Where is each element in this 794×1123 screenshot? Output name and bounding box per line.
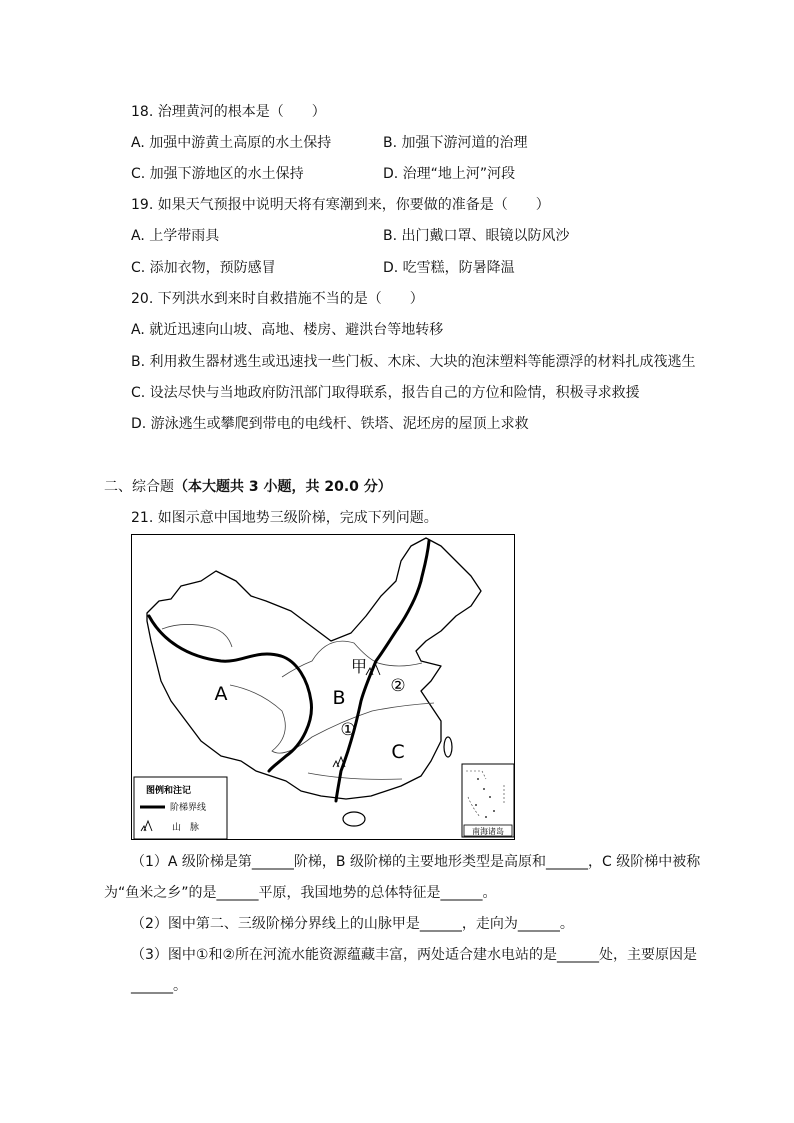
q21-part2: （2）图中第二、三级阶梯分界线上的山脉甲是______，走向为______。 — [131, 916, 574, 932]
q19-stem: 19. 如果天气预报中说明天将有寒潮到来，你要做的准备是（ ） — [131, 197, 550, 213]
pearl-river — [308, 773, 402, 779]
label-mountain-jia: 甲 — [350, 657, 368, 676]
south-china-sea-inset — [462, 764, 514, 837]
q21-part3-line2: ______。 — [131, 978, 187, 994]
q20-option-b: B. 利用救生器材逃生或迅速找一些门板、木床、大块的泡沫塑料等能漂浮的材料扎成筏逃生 — [131, 354, 696, 370]
q20-option-d: D. 游泳逃生或攀爬到带电的电线杆、铁塔、泥坯房的屋顶上求救 — [131, 416, 529, 432]
section-note: （本大题共 3 小题，共 20.0 分） — [174, 479, 392, 495]
legend-step-boundary: 阶梯界线 — [170, 803, 207, 813]
map-svg — [132, 535, 516, 841]
q21-part1-line2: 为“鱼米之乡”的是______平原，我国地势的总体特征是______。 — [104, 885, 497, 901]
map-legend — [134, 777, 227, 839]
q19-option-b: B. 出门戴口罩、眼镜以防风沙 — [383, 228, 570, 244]
section-heading — [104, 479, 392, 495]
china-terrain-map — [131, 534, 515, 840]
q20-option-c: C. 设法尽快与当地政府防汛部门取得联系，报告自己的方位和险情，积极寻求救援 — [131, 385, 640, 401]
label-step-c: C — [391, 741, 405, 763]
step-boundary-line-2 — [336, 541, 429, 801]
label-site-1: ① — [340, 720, 356, 740]
q21-stem: 21. 如图示意中国地势三级阶梯，完成下列问题。 — [131, 510, 438, 526]
q18-option-d: D. 治理“地上河”河段 — [383, 166, 516, 182]
q19-option-d: D. 吃雪糕，防暑降温 — [383, 260, 515, 276]
q19-option-c: C. 添加衣物，预防感冒 — [131, 260, 276, 276]
q18-option-b: B. 加强下游河道的治理 — [383, 135, 528, 151]
q18-option-c: C. 加强下游地区的水土保持 — [131, 166, 304, 182]
taiwan-island — [444, 737, 452, 757]
q19-option-a: A. 上学带雨具 — [131, 228, 220, 244]
q18-option-a: A. 加强中游黄土高原的水土保持 — [131, 135, 332, 151]
label-site-2: ② — [390, 676, 406, 696]
section-title: 二、综合题 — [104, 479, 174, 495]
label-step-a: A — [214, 683, 228, 705]
legend-title: 图例和注记 — [146, 786, 192, 796]
q21-part1-line1: （1）A 级阶梯是第______阶梯，B 级阶梯的主要地形类型是高原和______，C 级阶梯中被称 — [131, 854, 701, 870]
q20-option-a: A. 就近迅速向山坡、高地、楼房、避洪台等地转移 — [131, 322, 444, 338]
q21-part3-line1: （3）图中①和②所在河流水能资源蕴藏丰富，两处适合建水电站的是______处，主要原因是 — [131, 947, 698, 963]
step-boundary-line-1 — [149, 616, 311, 771]
inset-label: 南海诸岛 — [472, 827, 504, 836]
q18-stem: 18. 治理黄河的根本是（ ） — [131, 104, 326, 120]
hainan-island — [343, 812, 365, 826]
label-step-b: B — [332, 687, 346, 709]
q20-stem: 20. 下列洪水到来时自救措施不当的是（ ） — [131, 291, 424, 307]
china-outline — [147, 538, 481, 799]
legend-mountain: 山 脉 — [172, 823, 200, 833]
